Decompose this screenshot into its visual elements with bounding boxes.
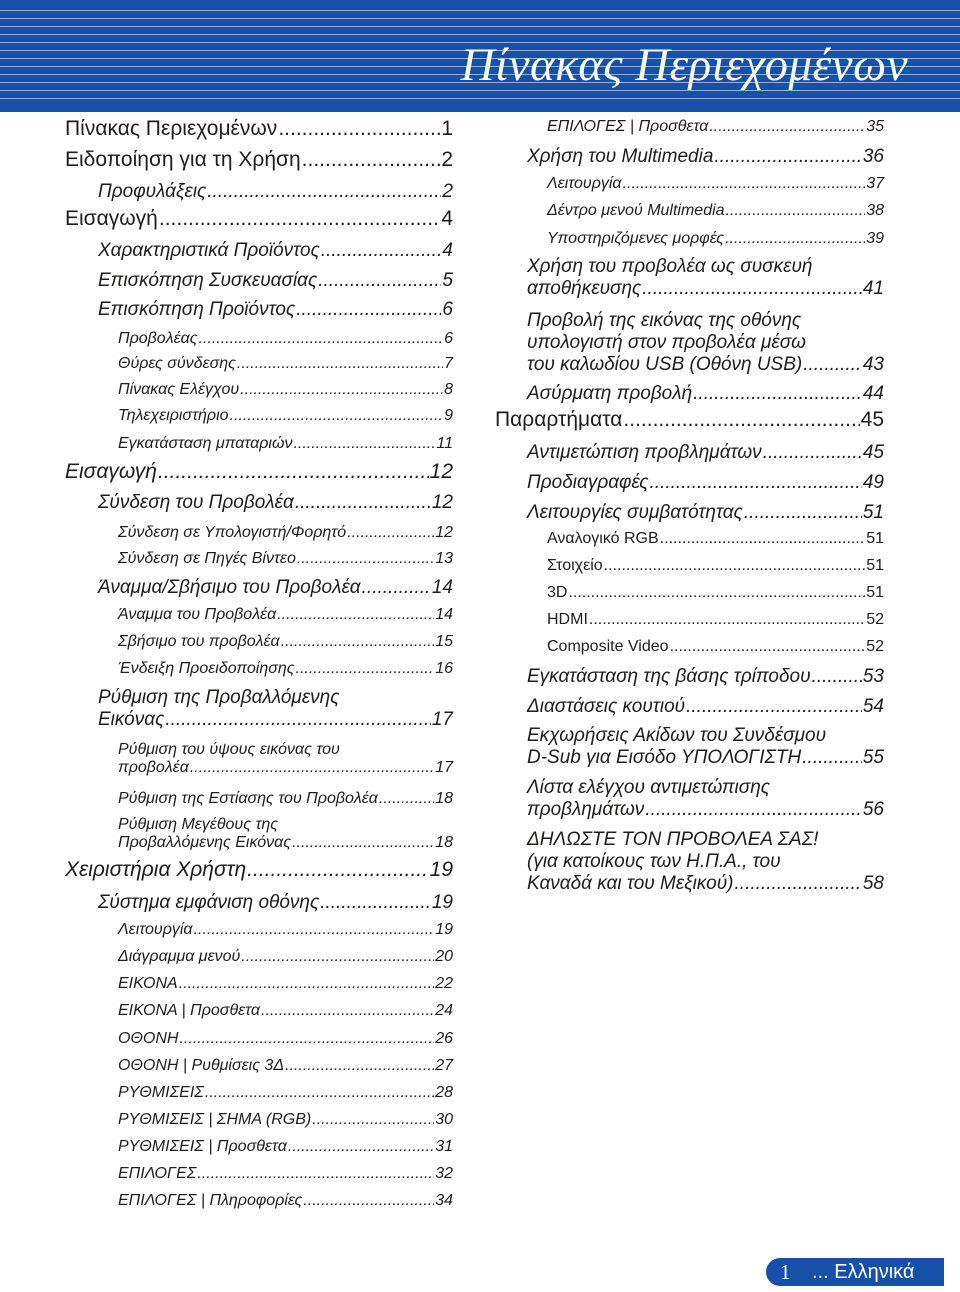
toc-entry[interactable] — [118, 1138, 453, 1156]
toc-entry-title-line: (για κατοίκους των Η.Π.Α., του — [527, 851, 781, 872]
toc-entry-page: 12 — [431, 492, 453, 513]
toc-entry-page: 4 — [442, 240, 453, 261]
toc-entry-title: Διάγραμμα μενού — [118, 948, 241, 965]
toc-entry-page: 30 — [435, 1111, 453, 1128]
dot-leader — [158, 460, 429, 484]
toc-entry[interactable] — [495, 408, 884, 432]
dot-leader — [297, 550, 434, 568]
toc-entry[interactable] — [118, 1057, 453, 1075]
dot-leader — [623, 408, 859, 432]
toc-entry-title: Τηλεχειριστήριο — [118, 407, 229, 424]
toc-entry-title: ΟΘΟΝΗ — [118, 1030, 179, 1047]
toc-entry[interactable] — [527, 777, 884, 821]
dot-leader — [645, 799, 862, 821]
dot-leader — [247, 858, 428, 882]
dot-leader — [812, 666, 862, 688]
toc-entry[interactable] — [98, 577, 453, 599]
toc-entry-page: 12 — [435, 524, 453, 541]
toc-entry-page: 9 — [444, 407, 453, 424]
language-label: ... Ελληνικά — [812, 1260, 915, 1283]
dot-leader — [589, 611, 865, 629]
toc-entry-page: 27 — [435, 1057, 453, 1074]
toc-entry[interactable] — [527, 146, 884, 168]
toc-entry-page: 54 — [862, 696, 884, 717]
toc-entry-page: 14 — [435, 606, 453, 623]
toc-entry-page: 51 — [866, 557, 884, 574]
dot-leader — [241, 948, 434, 966]
dot-leader — [735, 873, 862, 895]
toc-entry-page: 32 — [435, 1165, 453, 1182]
dot-leader — [295, 492, 431, 514]
toc-entry[interactable] — [118, 816, 453, 852]
toc-entry[interactable] — [118, 975, 453, 993]
toc-entry[interactable] — [118, 741, 453, 777]
toc-entry-title: ΕΠΙΛΟΓΕΣ — [118, 1165, 197, 1182]
dot-leader — [347, 524, 434, 542]
toc-entry-title: αποθήκευσης — [527, 278, 642, 299]
toc-entry-title: Εισαγωγή — [65, 460, 157, 483]
toc-entry-page: 34 — [435, 1192, 453, 1209]
toc-entry-title: Άναμμα του Προβολέα — [118, 606, 277, 623]
toc-entry[interactable] — [65, 117, 453, 141]
toc-entry-page: 45 — [862, 442, 884, 463]
dot-leader — [660, 530, 866, 548]
toc-entry-title: Προβολέας — [118, 330, 198, 347]
toc-entry-page: 19 — [429, 858, 453, 881]
toc-entry-page: 4 — [441, 207, 453, 230]
toc-entry[interactable] — [547, 584, 884, 602]
toc-entry-page: 13 — [435, 550, 453, 567]
toc-entry-title-line: Ρύθμιση της Προβαλλόμενης — [98, 687, 340, 708]
toc-entry-title: Υποστηριζόμενες μορφές — [547, 230, 725, 247]
dot-leader — [281, 633, 435, 651]
toc-entry-title: Πίνακας Ελέγχου — [118, 381, 240, 398]
toc-entry[interactable] — [527, 502, 884, 524]
toc-entry[interactable] — [65, 460, 453, 484]
dot-leader — [288, 1138, 434, 1156]
dot-leader — [278, 117, 440, 141]
toc-entry-title-line: Εκχωρήσεις Ακίδων του Συνδέσμου — [527, 725, 827, 746]
dot-leader — [302, 148, 441, 172]
dot-leader — [686, 696, 862, 718]
toc-entry-page: 18 — [435, 790, 453, 807]
toc-entry-title: Σύστημα εμφάνιση οθόνης — [98, 892, 320, 913]
toc-entry-title: Χαρακτηριστικά Προϊόντος — [98, 240, 320, 261]
toc-entry[interactable] — [527, 829, 884, 895]
dot-leader — [207, 181, 441, 203]
toc-entry[interactable] — [118, 1111, 453, 1129]
dot-leader — [693, 383, 862, 405]
toc-entry-title: προβολέα — [118, 759, 189, 776]
toc-entry-page: 58 — [862, 873, 884, 894]
toc-entry-title: Αναλογικό RGB — [547, 530, 659, 547]
toc-entry-page: 17 — [431, 709, 453, 730]
toc-entry-page: 8 — [444, 381, 453, 398]
toc-entry-page: 14 — [431, 577, 453, 598]
toc-entry-title: Εικόνας — [98, 709, 165, 730]
toc-entry-title: Εισαγωγή — [65, 207, 158, 230]
dot-leader — [159, 207, 440, 231]
toc-entry-title: προβλημάτων — [527, 799, 645, 820]
toc-entry-page: 49 — [862, 472, 884, 493]
toc-entry-page: 15 — [435, 633, 453, 650]
toc-entry-title: Άναμμα/Σβήσιμο του Προβολέα — [98, 577, 361, 598]
toc-entry-title: ΕΙΚΟΝΑ — [118, 975, 178, 992]
toc-entry[interactable] — [527, 310, 884, 376]
toc-entry[interactable] — [98, 240, 453, 262]
toc-entry-page: 37 — [866, 175, 884, 192]
toc-entry-title: Επισκόπηση Συσκευασίας — [98, 270, 318, 291]
dot-leader — [803, 354, 862, 376]
toc-entry[interactable] — [98, 492, 453, 514]
toc-entry-page: 51 — [866, 584, 884, 601]
toc-entry-page: 36 — [862, 146, 884, 167]
dot-leader — [190, 759, 434, 777]
toc-entry-page: 38 — [866, 202, 884, 219]
toc-entry-page: 12 — [429, 460, 453, 483]
toc-entry[interactable] — [65, 858, 453, 882]
dot-leader — [726, 202, 866, 220]
toc-entry-title-line: Προβολή της εικόνας της οθόνης — [527, 310, 802, 331]
toc-entry[interactable] — [547, 557, 884, 575]
toc-entry-page: 55 — [862, 747, 884, 768]
toc-entry-title: Παραρτήματα — [495, 408, 623, 431]
dot-leader — [230, 407, 444, 425]
toc-entry-page: 22 — [435, 975, 453, 992]
toc-entry-title: ΡΥΘΜΙΣΕΙΣ — [118, 1084, 204, 1101]
dot-leader — [362, 577, 431, 599]
toc-entry-title-line: Λίστα ελέγχου αντιμετώπισης — [527, 777, 771, 798]
dot-leader — [277, 606, 434, 624]
dot-leader — [744, 502, 862, 524]
dot-leader — [321, 240, 442, 262]
dot-leader — [763, 442, 862, 464]
toc-entry-page: 19 — [431, 892, 453, 913]
toc-entry[interactable] — [118, 1030, 453, 1048]
toc-entry-title: Σύνδεση σε Πηγές Βίντεο — [118, 550, 296, 567]
toc-entry[interactable] — [527, 725, 884, 769]
toc-entry[interactable] — [118, 1084, 453, 1102]
toc-entry-title: HDMI — [547, 611, 588, 628]
dot-leader — [802, 747, 862, 769]
dot-leader — [320, 892, 431, 914]
toc-entry-page: 39 — [866, 230, 884, 247]
toc-entry[interactable] — [65, 207, 453, 231]
toc-entry-title-line: Ρύθμιση του ύψους εικόνας του — [118, 741, 340, 758]
toc-entry-page: 52 — [866, 611, 884, 628]
toc-entry-page: 31 — [435, 1138, 453, 1155]
toc-entry-title: D-Sub για Εισόδο ΥΠΟΛΟΓΙΣΤΗ — [527, 747, 802, 768]
dot-leader — [650, 472, 862, 494]
dot-leader — [199, 330, 444, 348]
toc-entry[interactable] — [65, 148, 453, 172]
dot-leader — [642, 278, 862, 300]
toc-entry-title-line: Χρήση του προβολέα ως συσκευή — [527, 256, 813, 277]
dot-leader — [318, 270, 441, 292]
toc-entry[interactable] — [527, 256, 884, 300]
toc-entry-page: 6 — [442, 299, 453, 320]
toc-entry-page: 6 — [444, 330, 453, 347]
toc-entry-title: Λειτουργίες συμβατότητας — [527, 502, 743, 523]
toc-entry-title: Ασύρματη προβολή — [527, 383, 693, 404]
toc-entry-title: Ειδοποίηση για τη Χρήση — [65, 148, 301, 171]
dot-leader — [623, 175, 866, 193]
toc-entry-page: 35 — [866, 118, 884, 135]
toc-entry-title-line: Ρύθμιση Μεγέθους της — [118, 816, 279, 833]
toc-entry-title: Προφυλάξεις — [98, 181, 207, 202]
toc-entry-title: Εγκατάσταση μπαταριών — [118, 435, 293, 452]
toc-entry-page: 43 — [862, 354, 884, 375]
toc-entry[interactable] — [527, 383, 884, 405]
dot-leader — [197, 1165, 434, 1183]
toc-entry-title-line: ΔΗΛΩΣΤΕ ΤΟΝ ΠΡΟΒΟΛΕΑ ΣΑΣ! — [527, 829, 819, 850]
toc-entry-title: Προβαλλόμενης Εικόνας — [118, 834, 292, 851]
dot-leader — [237, 355, 443, 373]
toc-entry-title: Σύνδεση σε Υπολογιστή/Φορητό — [118, 524, 347, 541]
toc-entry[interactable] — [118, 435, 453, 453]
toc-entry[interactable] — [98, 892, 453, 914]
toc-entry-title: Composite Video — [547, 638, 669, 655]
toc-entry-title: Εγκατάσταση της βάσης τρίποδου — [527, 666, 811, 687]
toc-entry-page: 2 — [441, 148, 453, 171]
toc-entry-title: Επισκόπηση Προϊόντος — [98, 299, 296, 320]
page-footer-badge — [766, 1258, 944, 1286]
header-band — [0, 0, 960, 112]
toc-entry-title: Δέντρο μενού Multimedia — [547, 202, 725, 219]
dot-leader — [312, 1111, 434, 1129]
toc-entry-title: ΟΘΟΝΗ | Ρυθμίσεις 3Δ — [118, 1057, 285, 1074]
toc-entry-title: ΕΠΙΛΟΓΕΣ | Πληροφορίες — [118, 1192, 303, 1209]
toc-entry-page: 45 — [860, 408, 884, 431]
toc-entry[interactable] — [547, 638, 884, 656]
toc-entry[interactable] — [118, 407, 453, 425]
toc-entry-title: Προδιαγραφές — [527, 472, 649, 493]
page-title: Πίνακας Περιεχομένων — [460, 39, 908, 91]
dot-leader — [292, 834, 434, 852]
toc-entry-title: ΕΠΙΛΟΓΕΣ | Προσθετα — [547, 118, 709, 135]
dot-leader — [725, 230, 865, 248]
dot-leader — [293, 435, 435, 453]
toc-entry[interactable] — [118, 633, 453, 651]
toc-entry-title: Σύνδεση του Προβολέα — [98, 492, 294, 513]
dot-leader — [179, 1030, 434, 1048]
dot-leader — [379, 790, 434, 808]
dot-leader — [285, 1057, 434, 1075]
toc-entry-title: Καναδά και του Μεξικού) — [527, 873, 734, 894]
toc-entry-page: 19 — [435, 921, 453, 938]
toc-entry-title: Πίνακας Περιεχομένων — [65, 117, 278, 140]
toc-entry[interactable] — [98, 299, 453, 321]
toc-entry[interactable] — [527, 696, 884, 718]
toc-entry[interactable] — [547, 118, 884, 136]
toc-entry-page: 51 — [862, 502, 884, 523]
toc-entry-page: 56 — [862, 799, 884, 820]
toc-entry[interactable] — [118, 606, 453, 624]
dot-leader — [296, 660, 435, 678]
toc-entry-page: 11 — [436, 435, 453, 452]
toc-entry[interactable] — [527, 472, 884, 494]
dot-leader — [604, 557, 866, 575]
toc-entry-title: ΕΙΚΟΝΑ | Προσθετα — [118, 1002, 261, 1019]
toc-entry[interactable] — [527, 442, 884, 464]
toc-entry[interactable] — [98, 687, 453, 731]
toc-entry-title: Λειτουργία — [118, 921, 193, 938]
toc-entry[interactable] — [98, 181, 453, 203]
toc-entry[interactable] — [118, 948, 453, 966]
toc-entry-page: 20 — [435, 948, 453, 965]
dot-leader — [568, 584, 865, 602]
dot-leader — [179, 975, 435, 993]
toc-entry-page: 53 — [862, 666, 884, 687]
toc-entry[interactable] — [118, 355, 453, 373]
toc-entry-page: 51 — [866, 530, 884, 547]
toc-entry[interactable] — [118, 381, 453, 399]
page-number: 1 — [780, 1259, 791, 1284]
toc-entry[interactable] — [118, 1165, 453, 1183]
toc-entry[interactable] — [118, 330, 453, 348]
toc-entry[interactable] — [547, 175, 884, 193]
toc-entry-page: 5 — [442, 270, 453, 291]
toc-entry-title: 3D — [547, 584, 568, 601]
toc-entry[interactable] — [547, 530, 884, 548]
toc-entry-page: 18 — [435, 834, 453, 851]
dot-leader — [205, 1084, 434, 1102]
toc-entry-page: 44 — [862, 383, 884, 404]
toc-entry-title: Ένδειξη Προειδοποίησης — [118, 660, 295, 677]
toc-entry-title: ΡΥΘΜΙΣΕΙΣ | ΣΗΜΑ (RGB) — [118, 1111, 312, 1128]
toc-entry[interactable] — [98, 270, 453, 292]
toc-entry-title: του καλωδίου USB (Οθόνη USB) — [527, 354, 803, 375]
toc-entry[interactable] — [118, 790, 453, 808]
dot-leader — [670, 638, 866, 656]
dot-leader — [261, 1002, 434, 1020]
toc-entry-title: Στοιχείο — [547, 557, 603, 574]
toc-entry-page: 2 — [442, 181, 453, 202]
toc-entry-page: 52 — [866, 638, 884, 655]
toc-entry-page: 24 — [435, 1002, 453, 1019]
toc-entry-title: Αντιμετώπιση προβλημάτων — [527, 442, 762, 463]
dot-leader — [303, 1192, 434, 1210]
toc-entry[interactable] — [547, 230, 884, 248]
toc-entry[interactable] — [118, 921, 453, 939]
toc-entry-title: Ρύθμιση της Εστίασης του Προβολέα — [118, 790, 378, 807]
toc-entry-title: Σβήσιμο του προβολέα — [118, 633, 280, 650]
dot-leader — [296, 299, 441, 321]
toc-entry-page: 17 — [435, 759, 453, 776]
toc-entry-page: 16 — [435, 660, 453, 677]
toc-entry[interactable] — [547, 611, 884, 629]
toc-entry[interactable] — [118, 1002, 453, 1020]
toc-entry-title: Χρήση του Multimedia — [527, 146, 714, 167]
dot-leader — [709, 118, 865, 136]
dot-leader — [240, 381, 443, 399]
toc-entry-page: 7 — [444, 355, 453, 372]
dot-leader — [714, 146, 861, 168]
toc-entry[interactable] — [118, 660, 453, 678]
toc-entry-page: 26 — [435, 1030, 453, 1047]
dot-leader — [165, 709, 431, 731]
toc-entry-title: Λειτουργία — [547, 175, 622, 192]
toc-entry-title: Διαστάσεις κουτιού — [527, 696, 686, 717]
toc-entry-page: 41 — [862, 278, 884, 299]
toc-entry[interactable] — [118, 524, 453, 542]
toc-entry-title: ΡΥΘΜΙΣΕΙΣ | Προσθετα — [118, 1138, 287, 1155]
toc-entry[interactable] — [527, 666, 884, 688]
toc-entry-title: Θύρες σύνδεσης — [118, 355, 236, 372]
dot-leader — [194, 921, 435, 939]
toc-entry-title: Χειριστήρια Χρήστη — [65, 858, 247, 881]
toc-entry-page: 1 — [441, 117, 453, 140]
toc-entry-page: 28 — [435, 1084, 453, 1101]
toc-entry[interactable] — [547, 202, 884, 220]
toc-entry[interactable] — [118, 550, 453, 568]
toc-entry-title-line: υπολογιστή στον προβολέα μέσω — [527, 332, 806, 353]
toc-entry[interactable] — [118, 1192, 453, 1210]
